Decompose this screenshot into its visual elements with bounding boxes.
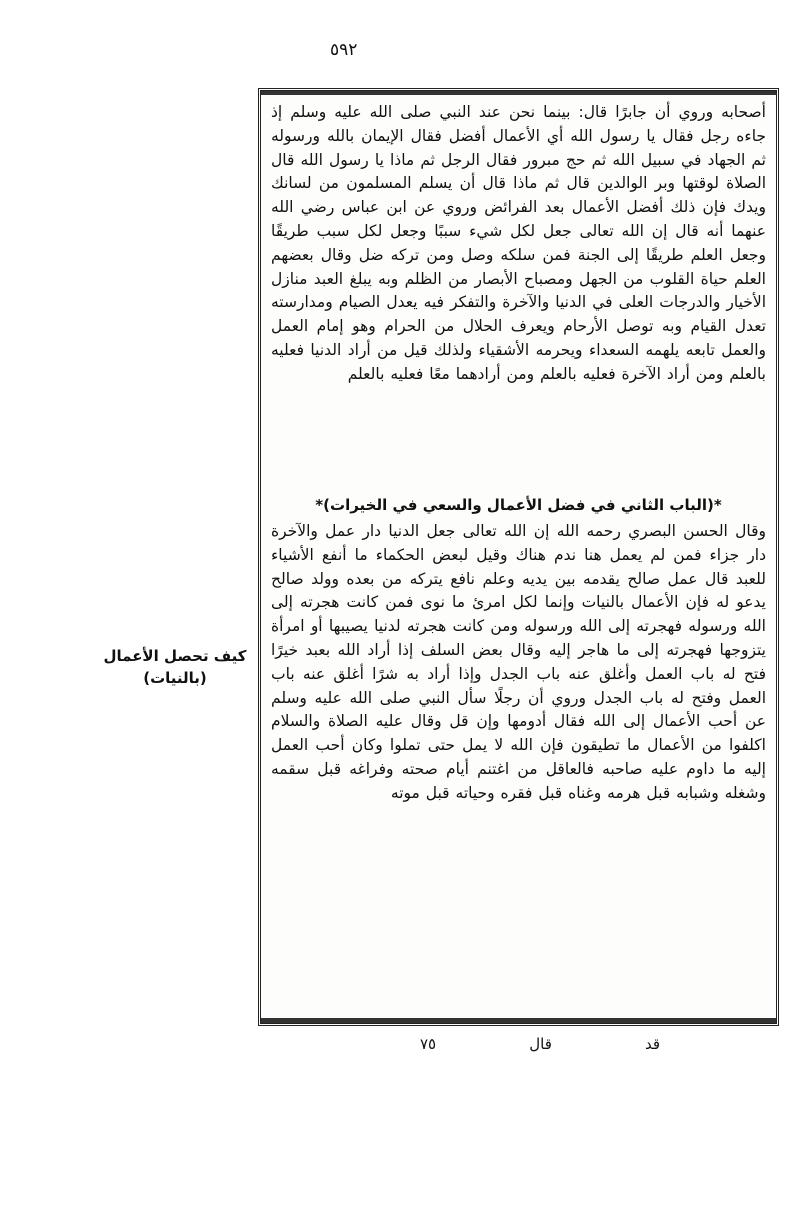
margin-note-line-1: كيف تحصل الأعمال: [103, 647, 247, 665]
margin-note: [95, 645, 255, 689]
catchword-left: ٧٥: [420, 1035, 437, 1053]
catchword-middle: قال: [529, 1035, 552, 1053]
section-heading: *(الباب الثاني في فضل الأعمال والسعي في الخيرات)*: [315, 496, 722, 514]
catchwords: [420, 1035, 660, 1053]
page-number: ٥٩٢: [330, 40, 358, 60]
main-text-paragraph-1: أصحابه وروي أن جابرًا قال: بينما نحن عند النبي صلى الله عليه وسلم إذ جاءه رجل فقال يا رسول الله أي الأعمال أفضل فقال الإيمان بالله ورسوله ثم الجهاد في سبيل الله ثم حج مبرور فقال الرجل ثم ماذا يا رسول الله قال الصلاة لوقتها وبر الوالدين قال ثم ماذا قال أن يسلم المسلمون من لسانك ويدك فإن ذلك أفضل الأعمال بعد الفرائض وروي عن ابن عباس رضي الله عنهما أنه قال إن الله تعالى جعل لكل شيء سببًا وجعل لكل سبب طريقًا وجعل العلم طريقًا إلى الجنة فمن سلكه وصل ومن تركه ضل وقال بعضهم العلم حياة القلوب من الجهل ومصباح الأبصار من الظلم وبه يبلغ العبد منازل الأخيار والدرجات العلى في الدنيا والآخرة والتفكر فيه يعدل الصيام ومدارسته تعدل القيام وبه توصل الأرحام ويعرف الحلال من الحرام وهو إمام العمل والعمل تابعه يلهمه السعداء ويحرمه الأشقياء ولذلك قيل من أراد الدنيا فعليه بالعلم ومن أراد الآخرة فعليه بالعلم ومن أرادهما معًا فعليه بالعلم: [271, 103, 766, 383]
margin-note-line-2: (بالنيات): [143, 669, 207, 687]
catchword-right: قد: [644, 1035, 660, 1053]
main-text-paragraph-2: وقال الحسن البصري رحمه الله إن الله تعالى جعل الدنيا دار عمل والآخرة دار جزاء فمن لم يعمل هنا ندم هناك وقيل لبعض الحكماء ما أنفع الأشياء للعبد قال عمل صالح يقدمه بين يديه وعلم نافع يتركه من بعده وولد صالح يدعو له فإن الأعمال بالنيات وإنما لكل امرئ ما نوى فمن كانت هجرته إلى الله ورسوله فهجرته إلى الله ورسوله ومن كانت هجرته لدنيا يصيبها أو امرأة يتزوجها فهجرته إلى ما هاجر إليه وقال بعض السلف إذا أراد الله بعبد خيرًا فتح له باب العمل وأغلق عنه باب الجدل وإذا أراد به شرًا أغلق عنه باب العمل وفتح له باب الجدل وروي أن رجلًا سأل النبي صلى الله عليه وسلم عن أحب الأعمال إلى الله فقال أدومها وإن قل وقال عليه الصلاة والسلام اكلفوا من الأعمال ما تطيقون فإن الله لا يمل حتى تملوا وكان أحب العمل إليه ما داوم عليه صاحبه فالعاقل من اغتنم أيام صحته وفراغه قبل سقمه وشغله وشبابه قبل هرمه وغناه قبل فقره وحياته قبل موته: [271, 522, 766, 802]
text-frame: [258, 88, 779, 1026]
